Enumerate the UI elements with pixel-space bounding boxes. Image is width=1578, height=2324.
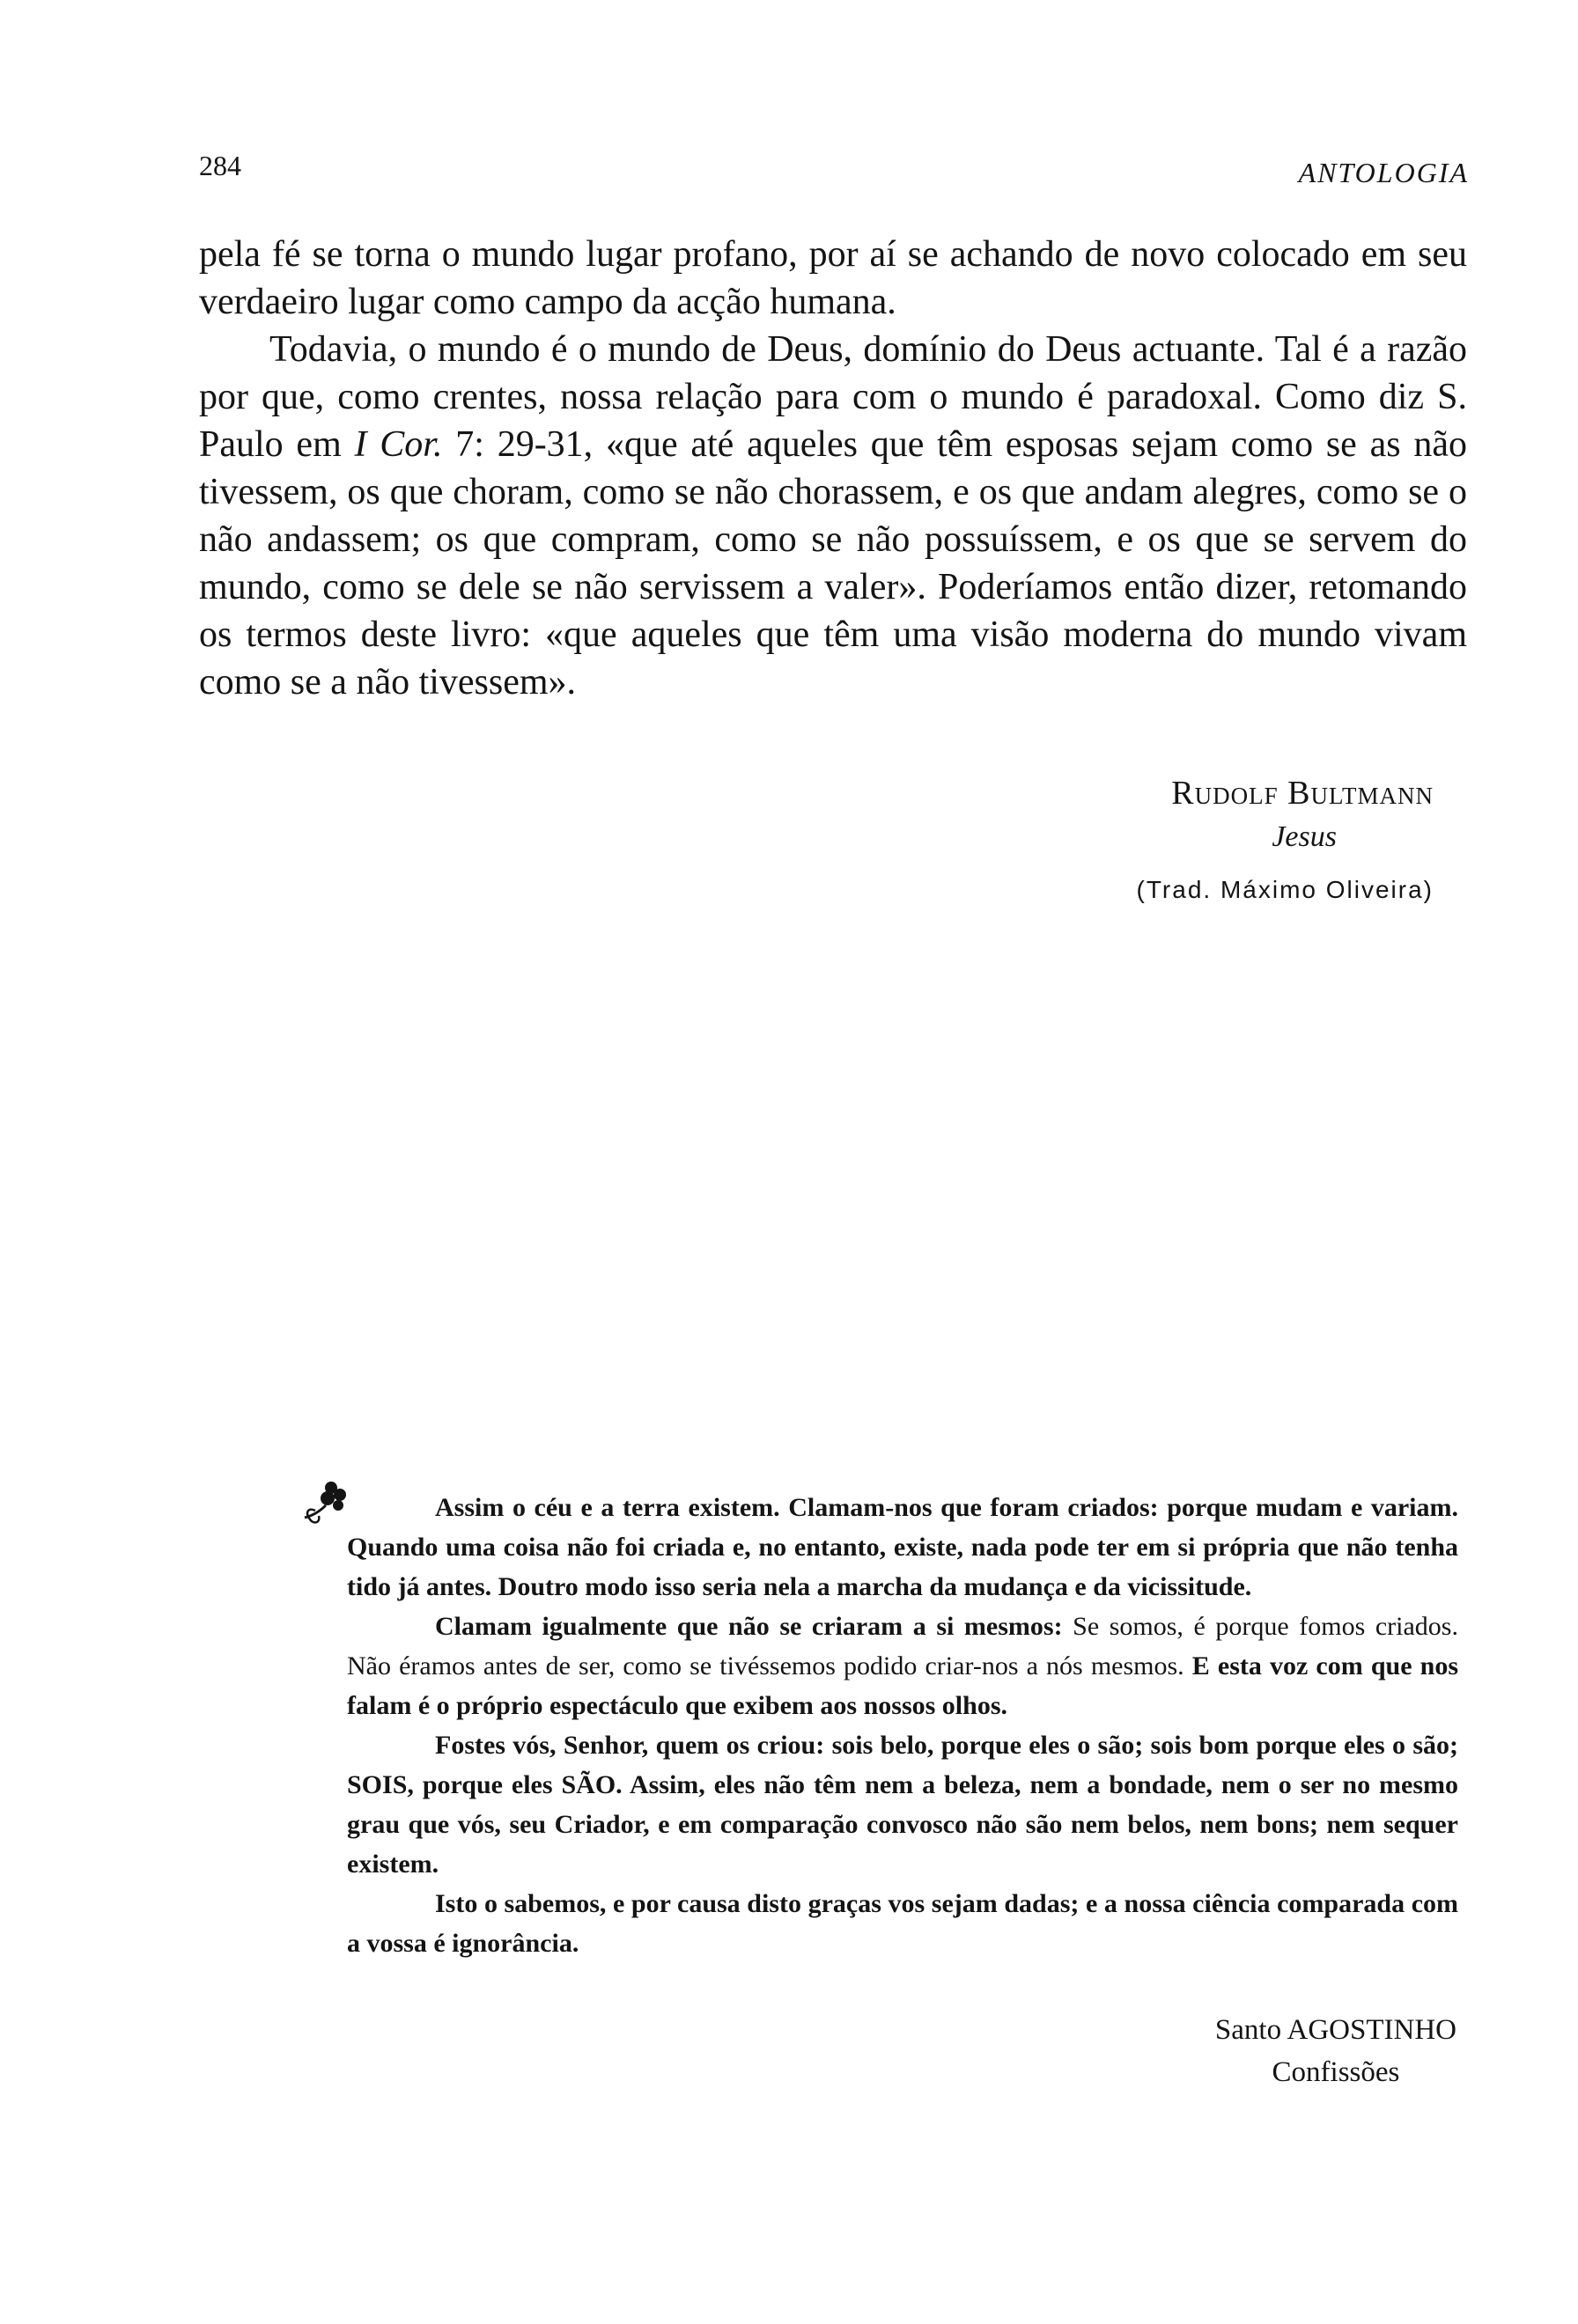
main-text — [199, 231, 1467, 706]
quote-paragraph-1: Assim o céu e a terra existem. Clamam-nos que foram criados: porque mudam e variam. Quando uma coisa não foi criada e, no entanto, existe, nada pode ter em si própria que não tenha tido já antes. Doutro modo isso seria nela a marcha da mudança e da vicissitude. — [347, 1493, 1458, 1601]
translator-credit: (Trad. Máximo Oliveira) — [1136, 876, 1434, 903]
augustine-quote — [347, 1488, 1458, 1963]
quote-paragraph-2-bold-2: E esta voz com que nos falam é o próprio espectáculo que exibem aos nossos olhos. — [347, 1651, 1458, 1720]
author-name: Rudolf Bultmann — [1171, 775, 1434, 812]
paragraph-1: pela fé se torna o mundo lugar profano, por aí se achando de novo colocado em seu verdaeiro lugar como campo da acção humana. — [199, 234, 1467, 322]
floral-ornament-icon — [299, 1479, 354, 1528]
paragraph-2 — [199, 326, 1467, 706]
quote-paragraph-4: Isto o sabemos, e por causa disto graças vos sejam dadas; e a nossa ciência comparada com a vossa é ignorância. — [347, 1889, 1458, 1958]
paragraph-2-part-2: 7: 29-31, «que até aqueles que têm esposas sejam como se as não tivessem, os que choram, como se não chorassem, e os que andam alegres, como se o não andassem; os que compram, como se não possuíssem, e os que se servem do mundo, como se dele se não servissem a valer». Poderíamos então dizer, retomando os termos deste livro: «que aqueles que têm uma visão moderna do mundo vivam como se a não tivessem». — [199, 424, 1467, 702]
bible-reference: I Cor. — [354, 424, 443, 465]
quote-paragraph-3: Fostes vós, Senhor, quem os criou: sois belo, porque eles o são; sois bom porque eles o são; SOIS, porque eles SÃO. Assim, eles não têm nem a beleza, nem a bondade, nem o ser no mesmo grau que vós, seu Criador, e em comparação convosco não são nem belos, nem bons; nem sequer existem. — [347, 1731, 1458, 1879]
quote-paragraph-2-bold-1: Clamam igualmente que não se criaram a si mesmos: — [435, 1612, 1073, 1641]
bultmann-attribution — [1137, 771, 1434, 910]
quote-work: Confissões — [1272, 2056, 1400, 2088]
work-title: Jesus — [1272, 820, 1337, 853]
quote-paragraph-2-regular: Se somos, é porque fomos criados. Não éramos antes de ser, como se tivéssemos podido criar-nos a nós mesmos. — [347, 1612, 1458, 1680]
running-head: ANTOLOGIA — [1298, 157, 1469, 188]
quote-author: Santo AGOSTINHO — [1214, 2014, 1456, 2046]
augustine-attribution — [1215, 2009, 1456, 2093]
paragraph-2-part-1: Todavia, o mundo é o mundo de Deus, domínio do Deus actuante. Tal é a razão por que, como crentes, nossa relação para com o mundo é paradoxal. Como diz S. Paulo em — [199, 329, 1467, 465]
page-number: 284 — [199, 150, 241, 181]
quote-paragraph-2 — [347, 1607, 1458, 1725]
